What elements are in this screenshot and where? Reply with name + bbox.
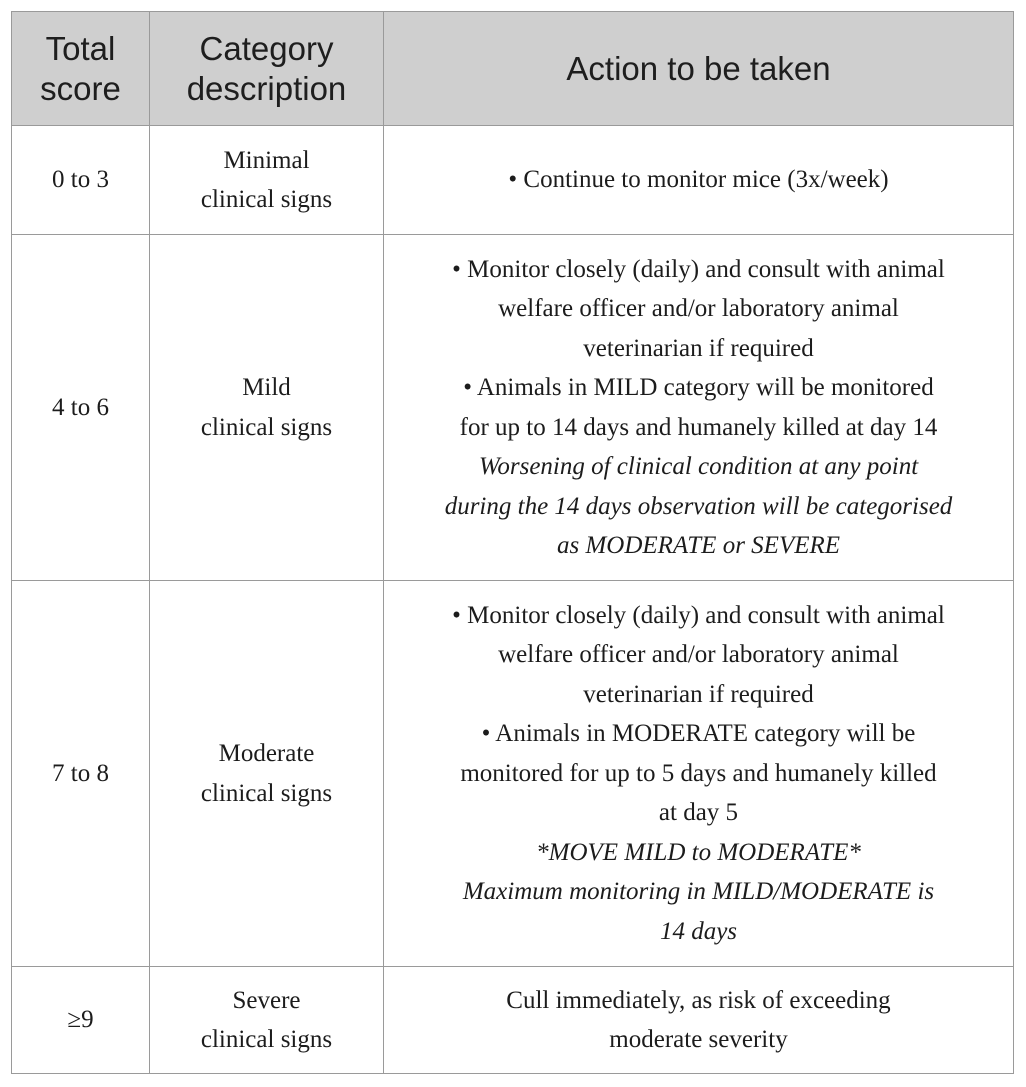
category-cell (150, 967, 384, 1074)
category-line: Mild (242, 374, 291, 401)
header-category-line: description (186, 69, 347, 107)
action-line: welfare officer and/or laboratory animal (498, 641, 899, 669)
action-line: • Monitor closely (daily) and consult with animal (452, 601, 945, 629)
action-note-line: 14 days (659, 917, 738, 945)
action-line: • Animals in MODERATE category will be (481, 720, 916, 748)
action-line: Cull immediately, as risk of exceeding (506, 986, 891, 1014)
action-note-line: during the 14 days observation will be categorised (444, 492, 953, 520)
action-line: monitored for up to 5 days and humanely killed (460, 759, 937, 787)
action-line: • Continue to monitor mice (3x/week) (508, 166, 889, 194)
header-category-line: Category (199, 29, 334, 67)
category-line: clinical signs (200, 1026, 333, 1053)
header-total-score-line: Total (45, 29, 116, 67)
category-line: Minimal (223, 146, 310, 174)
action-cell (384, 967, 1014, 1074)
action-note-line: Worsening of clinical condition at any point (478, 453, 919, 480)
action-cell (384, 126, 1014, 235)
score-cell: ≥9 (12, 967, 150, 1074)
table-row (12, 581, 1014, 967)
header-total-score-line: score (40, 69, 121, 107)
action-line: for up to 14 days and humanely killed at day 14 (459, 413, 938, 441)
category-line: Moderate (218, 740, 315, 767)
action-cell (384, 581, 1014, 967)
header-row (12, 12, 1014, 126)
score-cell: 4 to 6 (12, 235, 150, 581)
table-row (12, 967, 1014, 1074)
category-line: clinical signs (200, 779, 333, 807)
table-row (12, 235, 1014, 581)
action-note-line: as MODERATE or SEVERE (556, 532, 841, 559)
category-cell (150, 581, 384, 967)
score-cell: 0 to 3 (12, 126, 150, 235)
action-line: at day 5 (658, 799, 739, 827)
header-category-description (150, 12, 384, 126)
action-line: moderate severity (609, 1026, 788, 1053)
action-note-line: Maximum monitoring in MILD/MODERATE is (462, 878, 935, 906)
action-line: veterinarian if required (583, 334, 814, 362)
category-line: Severe (232, 986, 301, 1014)
action-line: veterinarian if required (583, 680, 814, 708)
score-cell: 7 to 8 (12, 581, 150, 967)
table-row (12, 126, 1014, 235)
category-line: clinical signs (200, 413, 333, 441)
header-total-score (12, 12, 150, 126)
severity-score-table (11, 11, 1014, 1074)
category-line: clinical signs (200, 186, 333, 213)
action-line: • Monitor closely (daily) and consult with animal (452, 255, 945, 283)
category-cell (150, 235, 384, 581)
header-action-to-be-taken: Action to be taken (384, 12, 1014, 126)
action-note-line: *MOVE MILD to MODERATE* (536, 838, 861, 866)
action-line: • Animals in MILD category will be monitored (463, 374, 934, 401)
action-cell (384, 235, 1014, 581)
category-cell (150, 126, 384, 235)
action-line: welfare officer and/or laboratory animal (498, 295, 899, 322)
